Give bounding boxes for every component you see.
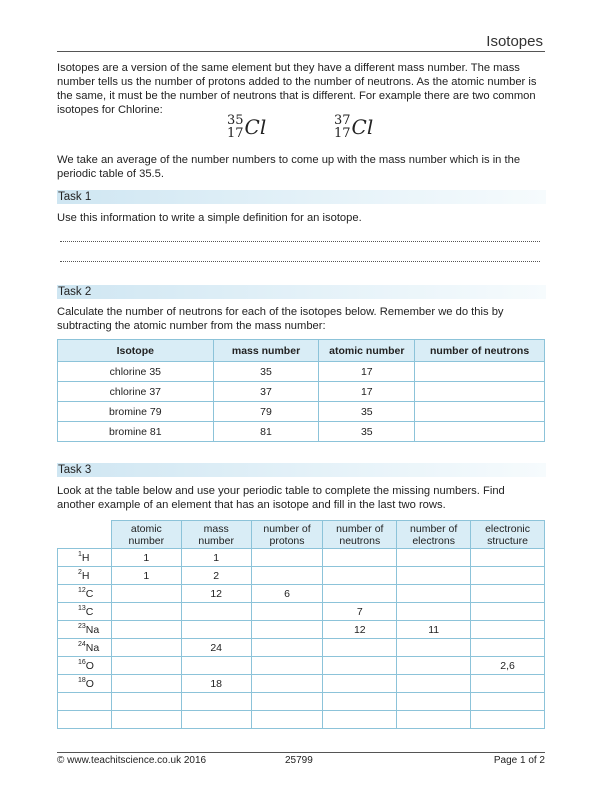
table-cell[interactable] bbox=[111, 675, 181, 693]
table-cell[interactable] bbox=[323, 639, 397, 657]
table-cell[interactable] bbox=[251, 693, 323, 711]
formula-mass-number: 35 bbox=[227, 113, 244, 128]
table-row bbox=[58, 585, 545, 603]
task1-instruction: Use this information to write a simple definition for an isotope. bbox=[57, 212, 362, 224]
isotope-name: bromine 79 bbox=[58, 402, 214, 422]
neutrons-answer-cell[interactable] bbox=[415, 422, 545, 442]
formula-atomic-number: 17 bbox=[334, 126, 351, 141]
table-row bbox=[58, 382, 545, 402]
neutrons-answer-cell[interactable] bbox=[415, 362, 545, 382]
table-cell[interactable] bbox=[471, 675, 545, 693]
element-symbol: H bbox=[81, 570, 90, 582]
footer-copyright: © www.teachitscience.co.uk 2016 bbox=[57, 755, 207, 766]
column-header: atomic number bbox=[319, 340, 415, 362]
element-symbol: H bbox=[81, 552, 90, 564]
table-cell[interactable] bbox=[111, 693, 181, 711]
intro-paragraph: Isotopes are a version of the same element but they have a different mass number. The mass number tells us the number of protons added to the number of neutrons. As the atomic number is the same, it must be the number of neutrons that is different. For example there are two common isotopes for Chlorine: bbox=[57, 62, 537, 116]
table-cell[interactable] bbox=[323, 711, 397, 729]
table-cell[interactable] bbox=[397, 657, 471, 675]
formula-mass-number: 37 bbox=[334, 113, 351, 128]
table-cell[interactable] bbox=[323, 585, 397, 603]
table-cell[interactable] bbox=[471, 693, 545, 711]
isotope-table bbox=[57, 520, 545, 729]
table-cell[interactable] bbox=[471, 585, 545, 603]
table-cell[interactable] bbox=[181, 693, 251, 711]
table-cell[interactable] bbox=[181, 657, 251, 675]
isotope-mass-superscript: 18 bbox=[78, 677, 86, 684]
isotope-symbol-cell bbox=[58, 711, 112, 729]
table-header-row bbox=[58, 521, 545, 549]
answer-line[interactable] bbox=[60, 241, 540, 242]
isotope-mass-superscript: 12 bbox=[78, 587, 86, 594]
table-cell[interactable] bbox=[471, 711, 545, 729]
column-header bbox=[181, 521, 251, 549]
header-line: mass bbox=[203, 522, 229, 535]
table-row bbox=[58, 603, 545, 621]
column-header bbox=[471, 521, 545, 549]
column-header: Isotope bbox=[58, 340, 214, 362]
table-cell[interactable] bbox=[397, 567, 471, 585]
table-cell[interactable] bbox=[111, 585, 181, 603]
average-paragraph: We take an average of the number numbers to come up with the mass number which is in the periodic table of 35.5. bbox=[57, 154, 521, 180]
table-cell[interactable] bbox=[397, 603, 471, 621]
table-row bbox=[58, 567, 545, 585]
table-cell: 2 bbox=[181, 567, 251, 585]
table-cell: 7 bbox=[323, 603, 397, 621]
table-cell: 12 bbox=[181, 585, 251, 603]
table-cell: 18 bbox=[181, 675, 251, 693]
column-header bbox=[397, 521, 471, 549]
table-cell[interactable] bbox=[471, 603, 545, 621]
element-symbol: C bbox=[85, 588, 94, 600]
column-header bbox=[111, 521, 181, 549]
table-cell[interactable] bbox=[181, 621, 251, 639]
chlorine-35-formula bbox=[227, 114, 266, 148]
mass-number-cell: 35 bbox=[213, 362, 319, 382]
header-line: atomic bbox=[130, 522, 162, 535]
column-header bbox=[323, 521, 397, 549]
table-cell[interactable] bbox=[397, 693, 471, 711]
footer-code: 25799 bbox=[285, 755, 313, 766]
table-cell: 1 bbox=[111, 567, 181, 585]
table-cell[interactable] bbox=[251, 657, 323, 675]
table-row bbox=[58, 639, 545, 657]
table-row bbox=[58, 402, 545, 422]
isotope-name: chlorine 35 bbox=[58, 362, 214, 382]
element-symbol: Na bbox=[85, 642, 100, 654]
chlorine-37-formula bbox=[334, 114, 373, 148]
table-cell: 2,6 bbox=[471, 657, 545, 675]
table-cell[interactable] bbox=[471, 549, 545, 567]
table-cell[interactable] bbox=[251, 675, 323, 693]
column-header bbox=[251, 521, 323, 549]
column-header: mass number bbox=[213, 340, 319, 362]
header-line: neutrons bbox=[339, 534, 381, 547]
table-cell[interactable] bbox=[397, 711, 471, 729]
formula-atomic-number: 17 bbox=[227, 126, 244, 141]
column-header: number of neutrons bbox=[415, 340, 545, 362]
table-cell[interactable] bbox=[111, 621, 181, 639]
task3-instruction: Look at the table below and use your periodic table to complete the missing numbers. Find another example of an element that has an isotope and fill in the last two rows. bbox=[57, 485, 505, 511]
table-row bbox=[58, 621, 545, 639]
table-cell: 6 bbox=[251, 585, 323, 603]
header-bar bbox=[57, 33, 545, 52]
isotope-symbol-cell bbox=[58, 639, 112, 657]
table-cell: 1 bbox=[111, 549, 181, 567]
element-symbol: O bbox=[85, 678, 94, 690]
mass-number-cell: 37 bbox=[213, 382, 319, 402]
table-cell[interactable] bbox=[397, 675, 471, 693]
table-cell[interactable] bbox=[111, 657, 181, 675]
table-row bbox=[58, 549, 545, 567]
table-cell[interactable] bbox=[251, 603, 323, 621]
task1-heading: Task 1 bbox=[57, 190, 546, 204]
isotope-name: bromine 81 bbox=[58, 422, 214, 442]
neutrons-answer-cell[interactable] bbox=[415, 382, 545, 402]
formula-symbol: Cl bbox=[244, 115, 267, 139]
atomic-number-cell: 17 bbox=[319, 382, 415, 402]
table-row bbox=[58, 693, 545, 711]
header-line: electronic bbox=[485, 522, 531, 535]
table-row bbox=[58, 422, 545, 442]
atomic-number-cell: 17 bbox=[319, 362, 415, 382]
table-cell[interactable] bbox=[397, 549, 471, 567]
neutrons-table bbox=[57, 339, 545, 442]
element-symbol: C bbox=[85, 606, 94, 618]
table-cell[interactable] bbox=[323, 657, 397, 675]
isotope-symbol-cell bbox=[58, 621, 112, 639]
task2-instruction: Calculate the number of neutrons for each of the isotopes below. Remember we do this by subtracting the atomic number from the mass number: bbox=[57, 306, 504, 332]
isotope-symbol-cell bbox=[58, 549, 112, 567]
atomic-number-cell: 35 bbox=[319, 422, 415, 442]
table-cell[interactable] bbox=[251, 711, 323, 729]
table-cell: 1 bbox=[181, 549, 251, 567]
table-cell[interactable] bbox=[323, 693, 397, 711]
table-cell[interactable] bbox=[397, 585, 471, 603]
atomic-number-cell: 35 bbox=[319, 402, 415, 422]
footer-page-number: Page 1 of 2 bbox=[493, 755, 545, 766]
isotope-mass-superscript: 1 bbox=[78, 551, 82, 558]
table-cell: 11 bbox=[397, 621, 471, 639]
table-header-row bbox=[58, 340, 545, 362]
table-row bbox=[58, 711, 545, 729]
mass-number-cell: 81 bbox=[213, 422, 319, 442]
table-cell[interactable] bbox=[323, 567, 397, 585]
footer-divider bbox=[57, 752, 545, 753]
header-line: number bbox=[128, 534, 165, 547]
task3-heading: Task 3 bbox=[57, 463, 546, 477]
mass-number-cell: 79 bbox=[213, 402, 319, 422]
isotope-mass-superscript: 24 bbox=[78, 641, 86, 648]
table-cell[interactable] bbox=[397, 639, 471, 657]
task2-heading: Task 2 bbox=[57, 285, 546, 299]
table-cell[interactable] bbox=[323, 675, 397, 693]
element-symbol: Na bbox=[85, 624, 100, 636]
table-cell[interactable] bbox=[181, 603, 251, 621]
header-line: electrons bbox=[412, 534, 455, 547]
element-symbol: O bbox=[85, 660, 94, 672]
table-cell[interactable] bbox=[251, 549, 323, 567]
table-cell: 12 bbox=[323, 621, 397, 639]
table-cell[interactable] bbox=[251, 621, 323, 639]
table-cell[interactable] bbox=[323, 549, 397, 567]
header-line: protons bbox=[269, 534, 305, 547]
table-cell[interactable] bbox=[251, 639, 323, 657]
table-cell[interactable] bbox=[111, 603, 181, 621]
table-row bbox=[58, 362, 545, 382]
table-row bbox=[58, 657, 545, 675]
table-cell[interactable] bbox=[471, 567, 545, 585]
table-cell[interactable] bbox=[181, 711, 251, 729]
isotope-symbol-cell bbox=[58, 657, 112, 675]
isotope-mass-superscript: 23 bbox=[78, 623, 86, 630]
answer-line[interactable] bbox=[60, 261, 540, 262]
header-line: number of bbox=[263, 522, 311, 535]
page-title: Isotopes bbox=[486, 33, 543, 50]
isotope-name: chlorine 37 bbox=[58, 382, 214, 402]
table-cell: 24 bbox=[181, 639, 251, 657]
isotope-symbol-cell bbox=[58, 693, 112, 711]
header-line: number of bbox=[336, 522, 384, 535]
isotope-mass-superscript: 16 bbox=[78, 659, 86, 666]
header-line: number bbox=[198, 534, 234, 547]
isotope-symbol-cell bbox=[58, 603, 112, 621]
table-cell[interactable] bbox=[111, 639, 181, 657]
isotope-mass-superscript: 2 bbox=[78, 569, 82, 576]
isotope-symbol-cell bbox=[58, 567, 112, 585]
header-line: number of bbox=[410, 522, 458, 535]
formula-symbol: Cl bbox=[351, 115, 374, 139]
isotope-symbol-cell bbox=[58, 675, 112, 693]
table-cell[interactable] bbox=[111, 711, 181, 729]
isotope-mass-superscript: 13 bbox=[78, 605, 86, 612]
table-row bbox=[58, 675, 545, 693]
neutrons-answer-cell[interactable] bbox=[415, 402, 545, 422]
header-line: structure bbox=[487, 534, 528, 547]
corner-cell bbox=[58, 521, 112, 549]
isotope-symbol-cell bbox=[58, 585, 112, 603]
table-cell[interactable] bbox=[471, 639, 545, 657]
table-cell[interactable] bbox=[471, 621, 545, 639]
table-cell[interactable] bbox=[251, 567, 323, 585]
